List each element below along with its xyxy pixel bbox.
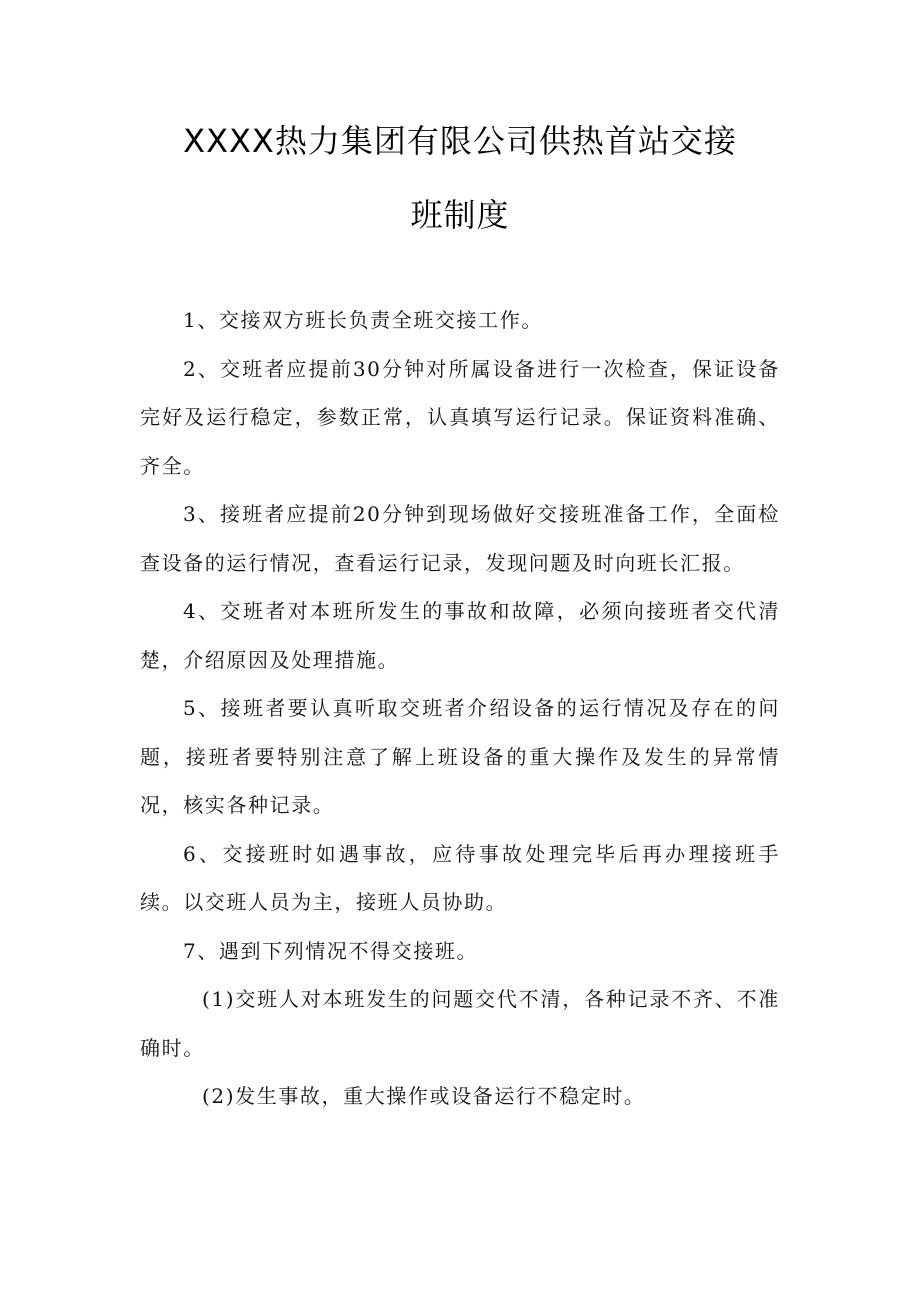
rule-paragraph-3: 3、接班者应提前20分钟到现场做好交接班准备工作，全面检查设备的运行情况，查看运行记录，发现问题及时向班长汇报。 [140,502,780,575]
rule-paragraph-1: 1、交接双方班长负责全班交接工作。 [183,308,543,332]
rule-paragraph-4: 4、交班者对本班所发生的事故和故障，必须向接班者交代清楚，介绍原因及处理措施。 [140,599,780,672]
document-body [140,296,780,1121]
rule-paragraph-5: 5、接班者要认真听取交班者介绍设备的运行情况及存在的问题，接班者要特别注意了解上班设备的重大操作及发生的异常情况，核实各种记录。 [140,696,780,817]
rule-paragraph-7: 7、遇到下列情况不得交接班。 [183,938,479,963]
rule-subitem-2: (2)发生事故，重大操作或设备运行不稳定时。 [202,1084,646,1108]
document-title-line-1: XXXX热力集团有限公司供热首站交接 [183,122,737,160]
rule-paragraph-2: 2、交班者应提前30分钟对所属设备进行一次检查，保证设备完好及运行稳定，参数正常，认真填写运行记录。保证资料准确、齐全。 [140,356,780,478]
rule-paragraph-6: 6、交接班时如遇事故，应待事故处理完毕后再办理接班手续。以交班人员为主，接班人员协助。 [140,841,780,914]
rule-subitem-1: (1)交班人对本班发生的问题交代不清，各种记录不齐、不准确时。 [140,987,780,1060]
document-title-line-2: 班制度 [410,196,510,234]
